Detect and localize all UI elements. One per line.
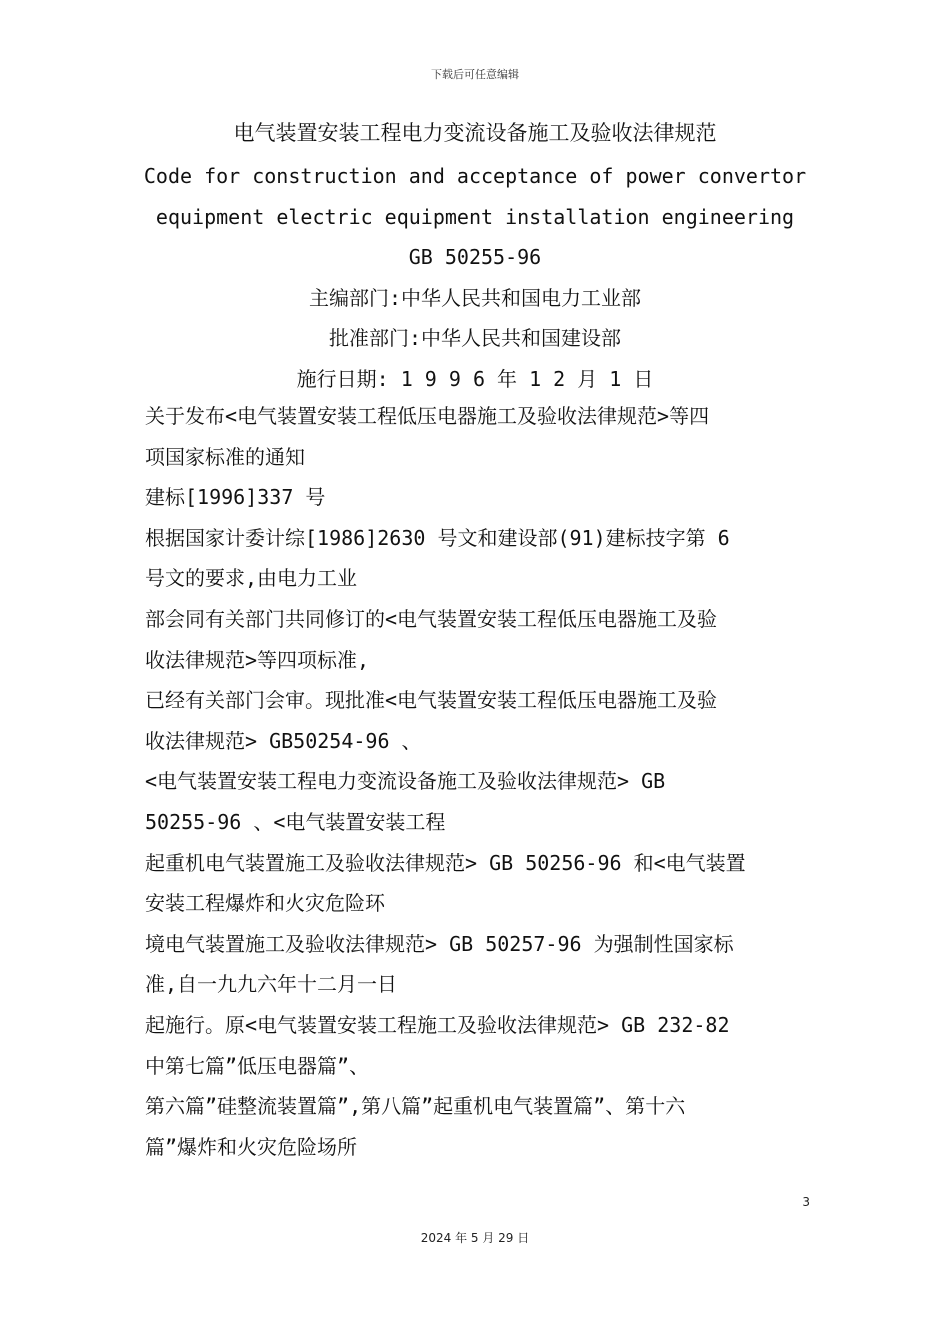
body-line: 中第七篇”低压电器篇”、 [145,1053,370,1078]
body-line: 关于发布<电气装置安装工程低压电器施工及验收法律规范>等四 [145,404,710,428]
approver-department: 批准部门:中华人民共和国建设部 [328,326,622,351]
editor-department: 主编部门:中华人民共和国电力工业部 [308,285,642,310]
page-number: 3 [802,1195,810,1209]
body-line: 部会同有关部门共同修订的<电气装置安装工程低压电器施工及验 [145,606,718,631]
effective-date: 施行日期: 1 9 9 6 年 1 2 月 1 日 [296,366,654,391]
body-line: 篇”爆炸和火灾危险场所 [145,1134,358,1159]
body-line: <电气装置安装工程电力变流设备施工及验收法律规范> GB [145,769,666,794]
body-line: 起重机电气装置施工及验收法律规范> GB 50256-96 和<电气装置 [145,850,746,875]
body-line: 收法律规范>等四项标准, [145,647,370,672]
body-line: 收法律规范> GB50254-96 、 [145,728,422,753]
standard-number: GB 50255-96 [408,245,542,270]
body-line: 准,自一九九六年十二月一日 [145,972,398,997]
body-line: 安装工程爆炸和火灾危险环 [145,891,385,916]
header-note: 下载后可任意编辑 [431,68,519,81]
body-line: 50255-96 、<电气装置安装工程 [145,809,446,834]
body-line: 项国家标准的通知 [145,444,305,469]
body-line: 起施行。原<电气装置安装工程施工及验收法律规范> GB 232-82 [145,1012,730,1037]
body-line: 号文的要求,由电力工业 [145,566,358,591]
english-title-line-2: equipment electric equipment installation engineering [155,204,795,229]
body-line: 境电气装置施工及验收法律规范> GB 50257-96 为强制性国家标 [145,931,734,956]
body-line: 第六篇”硅整流装置篇”,第八篇”起重机电气装置篇”、第十六 [145,1094,686,1119]
footer-date: 2024 年 5 月 29 日 [420,1231,530,1245]
document-title: 电气装置安装工程电力变流设备施工及验收法律规范 [233,121,717,145]
body-line: 已经有关部门会审。现批准<电气装置安装工程低压电器施工及验 [145,688,718,713]
english-title-line-1: Code for construction and acceptance of power convertor [143,164,807,188]
body-text [145,396,815,1167]
body-line: 建标[1996]337 号 [145,485,326,510]
body-line: 根据国家计委计综[1986]2630 号文和建设部(91)建标技字第 6 [145,525,730,550]
title-block [0,156,950,400]
